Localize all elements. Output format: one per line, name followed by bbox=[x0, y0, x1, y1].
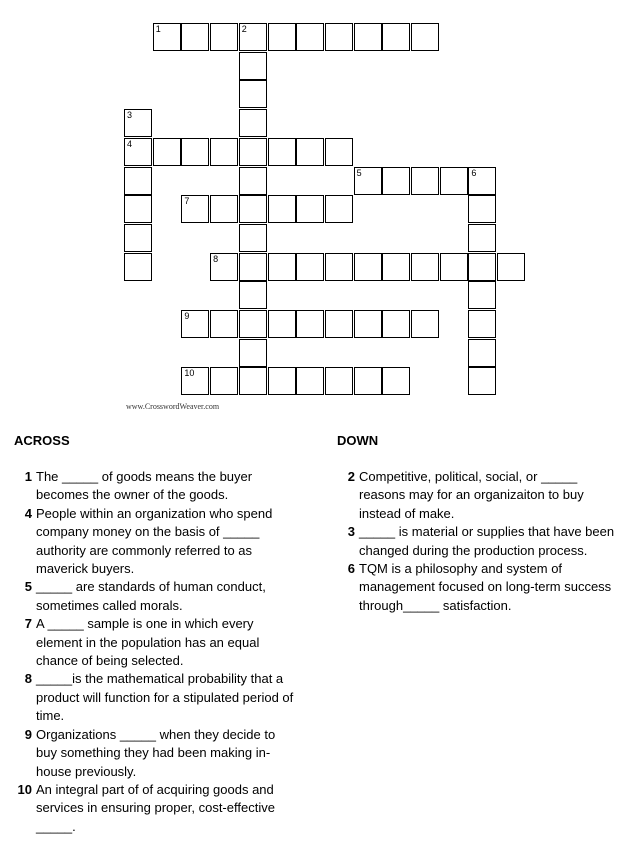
cell-number: 10 bbox=[184, 368, 195, 379]
clue-text: Competitive, political, social, or _____ reasons may for an organizaiton to buy instead of make. bbox=[359, 469, 584, 521]
grid-cell[interactable] bbox=[296, 195, 324, 223]
across-clue bbox=[14, 670, 294, 725]
grid-cell[interactable] bbox=[239, 109, 267, 137]
grid-cell[interactable] bbox=[268, 138, 296, 166]
grid-cell[interactable] bbox=[382, 310, 410, 338]
clue-text: _____ is material or supplies that have been changed during the production process. bbox=[359, 524, 615, 558]
cell-number: 6 bbox=[471, 167, 477, 178]
grid-cell[interactable] bbox=[468, 339, 496, 367]
across-heading: ACROSS bbox=[14, 433, 70, 448]
grid-cell[interactable] bbox=[382, 23, 410, 51]
grid-cell[interactable] bbox=[124, 253, 152, 281]
grid-cell[interactable] bbox=[325, 138, 353, 166]
clue-text: A _____ sample is one in which every element in the population has an equal chance of being selected. bbox=[36, 616, 260, 669]
grid-cell[interactable] bbox=[210, 195, 238, 223]
clue-text: The _____ of goods means the buyer becomes the owner of the goods. bbox=[36, 469, 253, 503]
grid-cell[interactable] bbox=[468, 167, 496, 195]
across-clue bbox=[14, 505, 294, 579]
clue-text: People within an organization who spend company money on the basis of _____ authority are commonly referred to as maverick buyers. bbox=[36, 505, 273, 577]
cell-number: 1 bbox=[155, 24, 161, 34]
cell-number: 7 bbox=[184, 196, 190, 207]
grid-cell[interactable] bbox=[468, 224, 496, 252]
grid-cell[interactable] bbox=[210, 367, 238, 395]
grid-cell[interactable] bbox=[354, 253, 382, 281]
clue-number: 1 bbox=[24, 469, 32, 484]
grid-cell[interactable] bbox=[153, 138, 181, 166]
grid-cell[interactable] bbox=[325, 23, 353, 51]
clue-number: 3 bbox=[347, 524, 355, 540]
across-clue bbox=[14, 615, 294, 670]
cell-number: 4 bbox=[127, 138, 133, 149]
grid-cell[interactable] bbox=[181, 138, 209, 166]
clue-number: 4 bbox=[24, 505, 32, 521]
grid-cell[interactable] bbox=[382, 167, 410, 195]
grid-cell[interactable] bbox=[268, 367, 296, 395]
grid-cell[interactable] bbox=[181, 23, 209, 51]
grid-cell[interactable] bbox=[239, 339, 267, 367]
grid-cell[interactable] bbox=[296, 310, 324, 338]
grid-cell[interactable] bbox=[354, 167, 382, 195]
grid-cell[interactable] bbox=[382, 253, 410, 281]
grid-cell[interactable] bbox=[411, 310, 439, 338]
grid-cell[interactable] bbox=[239, 253, 267, 281]
grid-cell[interactable] bbox=[239, 52, 267, 80]
grid-cell[interactable] bbox=[325, 195, 353, 223]
across-clue bbox=[14, 468, 294, 505]
grid-cell[interactable] bbox=[325, 253, 353, 281]
down-heading: DOWN bbox=[337, 433, 379, 448]
grid-cell[interactable] bbox=[468, 310, 496, 338]
grid-cell[interactable] bbox=[325, 310, 353, 338]
grid-cell[interactable] bbox=[268, 253, 296, 281]
grid-cell[interactable] bbox=[325, 367, 353, 395]
grid-cell[interactable] bbox=[210, 310, 238, 338]
grid-cell[interactable] bbox=[239, 367, 267, 395]
clue-number: 8 bbox=[24, 671, 32, 687]
grid-cell[interactable] bbox=[411, 23, 439, 51]
grid-cell[interactable] bbox=[268, 195, 296, 223]
grid-cell[interactable] bbox=[468, 281, 496, 309]
grid-cell[interactable] bbox=[354, 310, 382, 338]
down-clue bbox=[337, 560, 622, 615]
grid-cell[interactable] bbox=[296, 367, 324, 395]
grid-cell[interactable] bbox=[124, 109, 152, 137]
grid-cell[interactable] bbox=[468, 367, 496, 395]
grid-cell[interactable] bbox=[210, 23, 238, 51]
clue-number: 2 bbox=[347, 469, 355, 484]
clue-text: TQM is a philosophy and system of management focused on long-term success through_____ satisfaction. bbox=[359, 561, 612, 613]
across-clue bbox=[14, 726, 294, 781]
grid-cell[interactable] bbox=[124, 167, 152, 195]
crossword-grid bbox=[0, 0, 625, 410]
clue-number: 9 bbox=[24, 726, 32, 742]
grid-cell[interactable] bbox=[239, 195, 267, 223]
credit-text: www.CrosswordWeaver.com bbox=[126, 402, 220, 411]
clue-text: _____ are standards of human conduct, sometimes called morals. bbox=[36, 579, 266, 613]
cell-number: 8 bbox=[213, 253, 219, 264]
across-clue bbox=[14, 781, 294, 836]
grid-cell[interactable] bbox=[354, 23, 382, 51]
grid-cell[interactable] bbox=[411, 167, 439, 195]
grid-cell[interactable] bbox=[354, 367, 382, 395]
grid-cell[interactable] bbox=[440, 167, 468, 195]
grid-cell[interactable] bbox=[181, 195, 209, 223]
cell-number: 5 bbox=[356, 167, 362, 178]
grid-cell[interactable] bbox=[296, 253, 324, 281]
across-clue bbox=[14, 578, 294, 615]
grid-cell[interactable] bbox=[239, 281, 267, 309]
grid-cell[interactable] bbox=[239, 23, 267, 51]
grid-cell[interactable] bbox=[268, 23, 296, 51]
grid-cell[interactable] bbox=[239, 80, 267, 108]
grid-cell[interactable] bbox=[296, 138, 324, 166]
across-clue-list bbox=[14, 468, 294, 836]
grid-cell[interactable] bbox=[239, 138, 267, 166]
down-clue-list bbox=[337, 468, 622, 615]
clue-text: _____is the mathematical probability that a product will function for a stipulated period of time. bbox=[36, 671, 294, 724]
grid-cell[interactable] bbox=[468, 195, 496, 223]
grid-cell[interactable] bbox=[239, 224, 267, 252]
down-clue bbox=[337, 468, 622, 523]
grid-cell[interactable] bbox=[268, 310, 296, 338]
grid-cell[interactable] bbox=[296, 23, 324, 51]
grid-cell[interactable] bbox=[181, 367, 209, 395]
clue-text: Organizations _____ when they decide to buy something they had been making in-house previously. bbox=[36, 726, 276, 779]
grid-cell[interactable] bbox=[210, 138, 238, 166]
cell-number: 2 bbox=[241, 24, 247, 34]
grid-cell[interactable] bbox=[382, 367, 410, 395]
grid-cell[interactable] bbox=[239, 167, 267, 195]
grid-cell[interactable] bbox=[411, 253, 439, 281]
grid-cell[interactable] bbox=[497, 253, 525, 281]
grid-cell[interactable] bbox=[124, 138, 152, 166]
clue-number: 7 bbox=[24, 616, 32, 632]
grid-cell[interactable] bbox=[210, 253, 238, 281]
cell-number: 3 bbox=[127, 110, 133, 121]
grid-cell[interactable] bbox=[440, 253, 468, 281]
clue-number: 6 bbox=[347, 561, 355, 577]
clue-number: 5 bbox=[24, 579, 32, 595]
grid-cell[interactable] bbox=[153, 23, 181, 51]
down-clue bbox=[337, 523, 622, 560]
grid-cell[interactable] bbox=[181, 310, 209, 338]
grid-cell[interactable] bbox=[124, 224, 152, 252]
clue-number: 10 bbox=[17, 781, 32, 797]
clue-text: An integral part of of acquiring goods and services in ensuring proper, cost-effective _____. bbox=[36, 781, 275, 834]
grid-cell[interactable] bbox=[239, 310, 267, 338]
grid-cell[interactable] bbox=[468, 253, 496, 281]
grid-cell[interactable] bbox=[124, 195, 152, 223]
cell-number: 9 bbox=[184, 311, 190, 321]
